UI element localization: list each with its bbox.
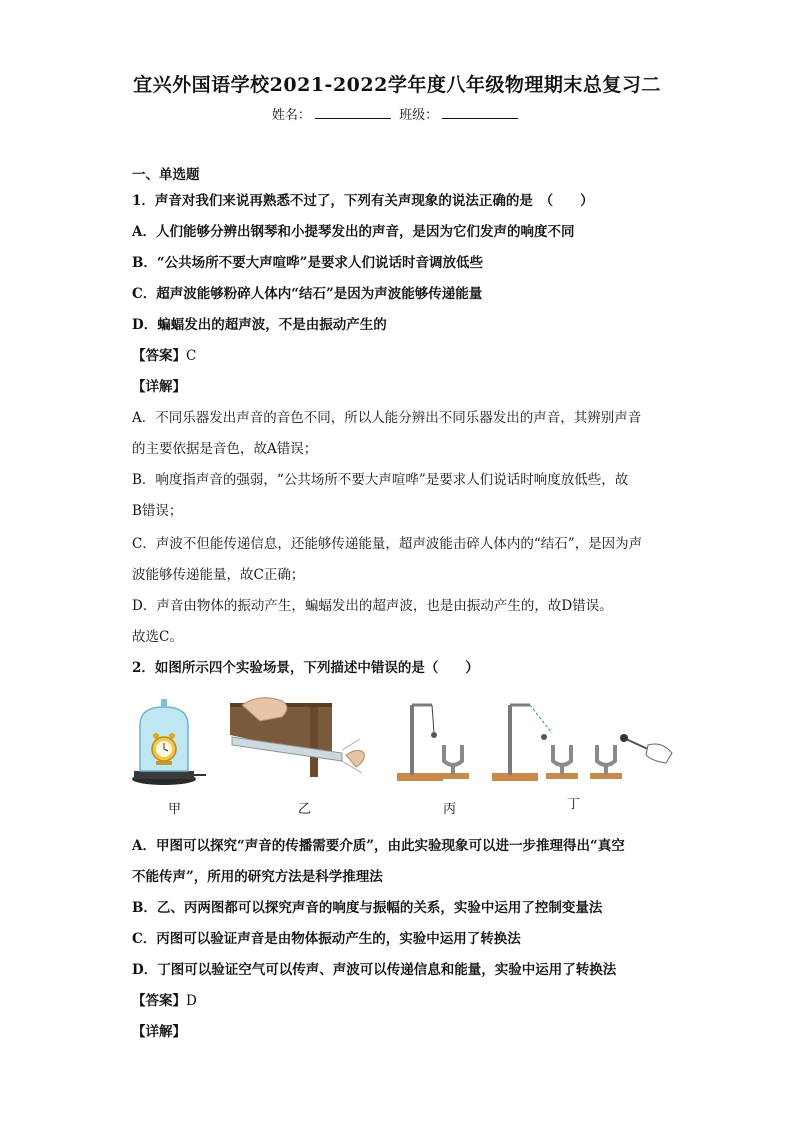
pendulum-tuning-fork-illustration xyxy=(397,705,469,781)
q1-detail-line: 波能够传递能量，故C正确； xyxy=(132,567,305,583)
q2-answer-value: D xyxy=(186,993,197,1009)
caption-yi: 乙 xyxy=(298,802,312,817)
caption-ding: 丁 xyxy=(567,797,581,812)
q1-option-c: C．超声波能够粉碎人体内“结石”是因为声波能够传递能量 xyxy=(132,286,483,302)
q1-answer-value: C xyxy=(186,348,197,364)
q2-option-a-cont: 不能传声”，所用的研究方法是科学推理法 xyxy=(132,869,383,885)
name-label: 姓名： xyxy=(271,108,311,123)
q2-option-b: B．乙、丙两图都可以探究声音的响度与振幅的关系，实验中运用了控制变量法 xyxy=(132,900,603,916)
class-blank[interactable] xyxy=(442,106,518,119)
ruler-on-table-illustration xyxy=(230,698,364,777)
experiment-figure xyxy=(132,695,677,820)
caption-jia: 甲 xyxy=(168,802,182,817)
q1-detail-line: B．响度指声音的强弱，“公共场所不要大声喧哗”是要求人们说话时响度放低些，故 xyxy=(132,472,629,488)
name-blank[interactable] xyxy=(315,106,391,119)
page-title: 宜兴外国语学校2021-2022学年度八年级物理期末总复习二 xyxy=(133,74,661,96)
bell-jar-illustration xyxy=(132,699,206,785)
q1-detail-line: D．声音由物体的振动产生，蝙蝠发出的超声波，也是由振动产生的，故D错误。 xyxy=(132,598,613,614)
q1-detail-line: 的主要依据是音色，故A错误； xyxy=(132,441,318,457)
q2-answer xyxy=(132,991,672,1011)
student-info-line xyxy=(0,104,794,123)
q1-answer-label: 【答案】 xyxy=(132,348,186,364)
q1-detail-line: 故选C。 xyxy=(132,629,183,645)
q1-stem: 1．声音对我们来说再熟悉不过了，下列有关声现象的说法正确的是 （ ） xyxy=(132,193,594,209)
q2-detail-label: 【详解】 xyxy=(132,1024,186,1040)
caption-bing: 丙 xyxy=(443,802,457,817)
q2-option-a: A．甲图可以探究“声音的传播需要介质”，由此实验现象可以进一步推理得出“真空 xyxy=(132,838,625,854)
class-label: 班级： xyxy=(399,108,439,123)
q1-detail-line: A．不同乐器发出声音的音色不同，所以人能分辨出不同乐器发出的声音，其辨别声音 xyxy=(132,410,642,426)
q2-option-c: C．丙图可以验证声音是由物体振动产生的，实验中运用了转换法 xyxy=(132,931,521,947)
q1-option-b: B．“公共场所不要大声喧哗”是要求人们说话时音调放低些 xyxy=(132,255,483,271)
q1-detail-line: B错误； xyxy=(132,503,183,519)
q2-stem: 2．如图所示四个实验场景，下列描述中错误的是（ ） xyxy=(132,660,479,676)
q2-answer-label: 【答案】 xyxy=(132,993,186,1009)
q1-option-a: A．人们能够分辨出钢琴和小提琴发出的声音，是因为它们发声的响度不同 xyxy=(132,224,575,240)
q1-detail-line: C．声波不但能传递信息，还能够传递能量，超声波能击碎人体内的“结石”，是因为声 xyxy=(132,536,643,552)
q1-option-d: D．蝙蝠发出的超声波，不是由振动产生的 xyxy=(132,317,387,333)
q1-answer xyxy=(132,346,672,366)
section-heading: 一、单选题 xyxy=(132,167,200,183)
two-tuning-forks-illustration xyxy=(492,705,672,781)
q1-detail-label: 【详解】 xyxy=(132,379,186,395)
q2-option-d: D．丁图可以验证空气可以传声、声波可以传递信息和能量，实验中运用了转换法 xyxy=(132,962,617,978)
